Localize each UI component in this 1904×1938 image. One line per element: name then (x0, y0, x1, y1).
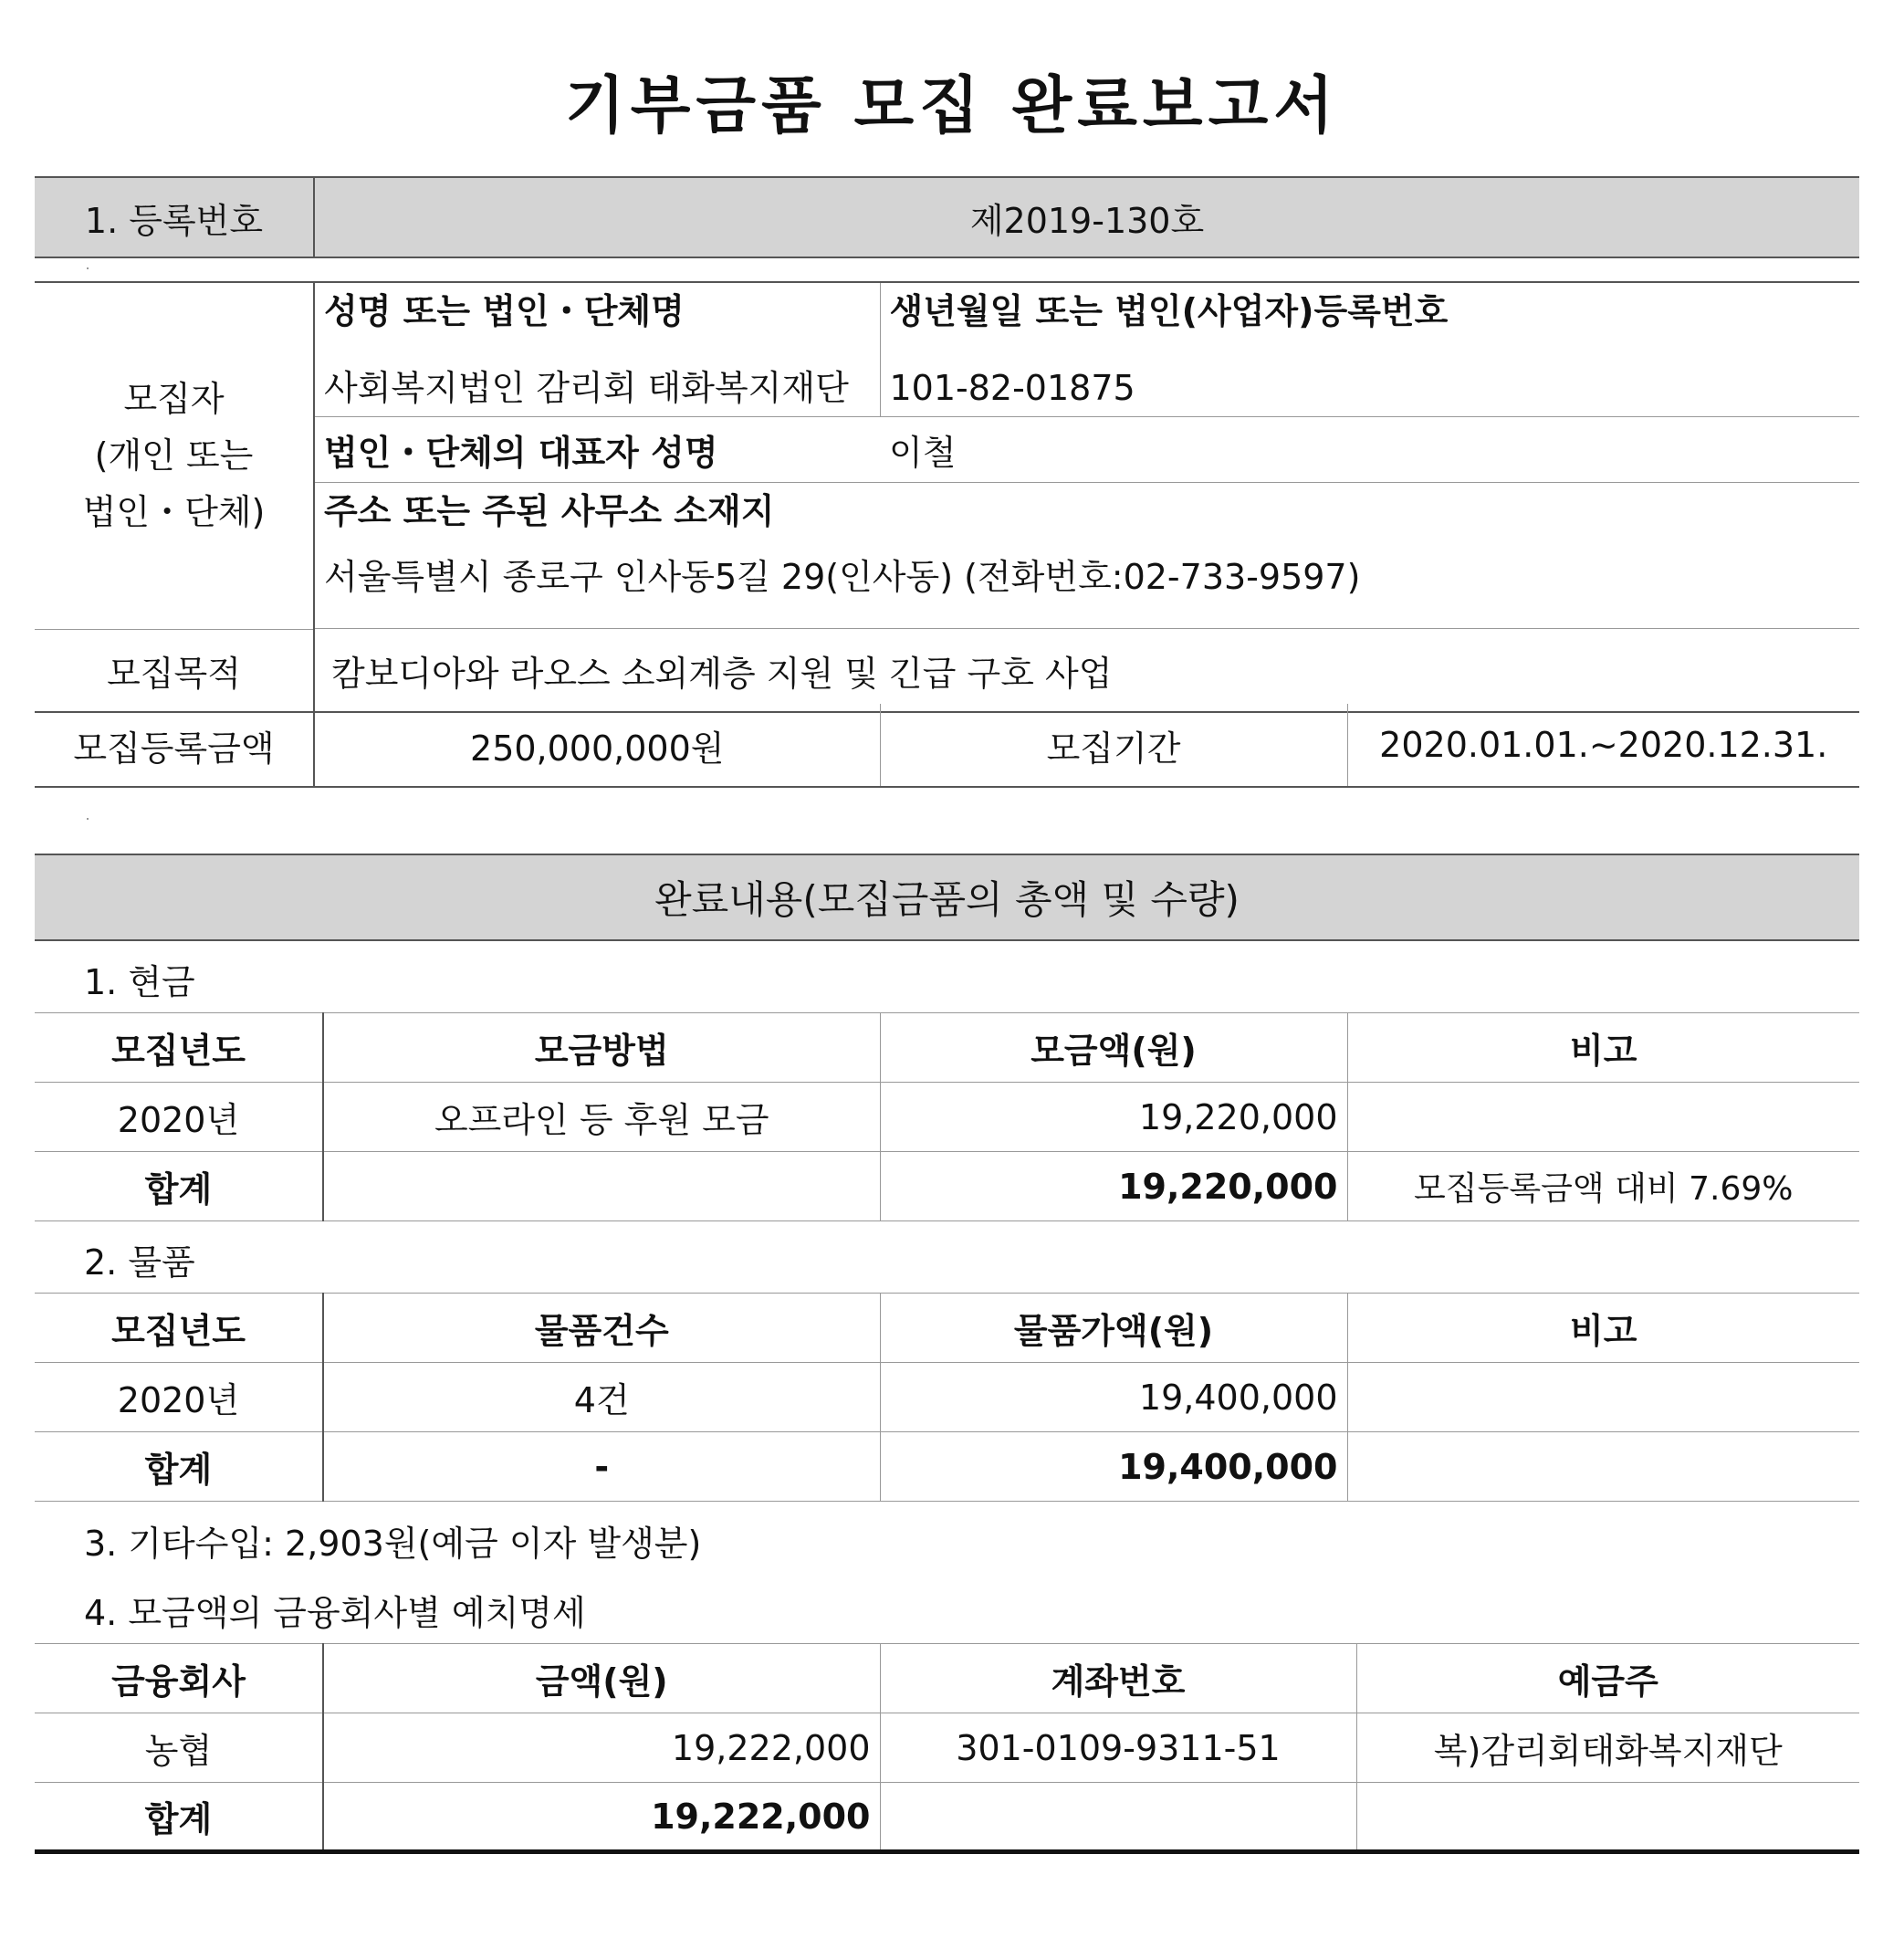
collector-label-line2: (개인 또는 (94, 435, 254, 477)
deposit-holder: 복)감리회태화복지재단 (1356, 1713, 1859, 1783)
cash-amount: 19,220,000 (880, 1083, 1347, 1152)
amount-value: 250,000,000원 (314, 704, 880, 787)
table-row (35, 1432, 1859, 1502)
registration-value: 제2019-130호 (969, 200, 1205, 241)
table-row (35, 1152, 1859, 1221)
rep-label: 법인・단체의 대표자 성명 (314, 417, 880, 483)
registration-table (35, 176, 1859, 258)
cash-year: 2020년 (35, 1083, 323, 1152)
goods-header-note: 비고 (1347, 1294, 1859, 1363)
deposits-total-account (880, 1783, 1356, 1852)
goods-header-count: 물품건수 (323, 1294, 880, 1363)
collector-label (35, 282, 314, 629)
cash-table (35, 1012, 1859, 1221)
amount-label: 모집등록금액 (35, 704, 314, 787)
deposits-total-amount: 19,222,000 (323, 1783, 880, 1852)
address-value: 서울특별시 종로구 인사동5길 29(인사동) (전화번호:02-733-9597) (324, 557, 1361, 597)
goods-section-label: 2. 물품 (84, 1242, 195, 1283)
cash-header-year: 모집년도 (35, 1013, 323, 1083)
deposit-account: 301-0109-9311-51 (880, 1713, 1356, 1783)
goods-total-label: 합계 (35, 1432, 323, 1502)
registration-label: 1. 등록번호 (35, 177, 314, 257)
goods-header-amount: 물품가액(원) (880, 1294, 1347, 1363)
goods-total-note (1347, 1432, 1859, 1502)
deposit-bank: 농협 (35, 1713, 323, 1783)
goods-total-count: - (323, 1432, 880, 1502)
deposit-amount: 19,222,000 (323, 1713, 880, 1783)
cash-header-note: 비고 (1347, 1013, 1859, 1083)
deposits-header-amount: 금액(원) (323, 1644, 880, 1713)
goods-count: 4건 (323, 1363, 880, 1432)
deposits-header-account: 계좌번호 (880, 1644, 1356, 1713)
goods-year: 2020년 (35, 1363, 323, 1432)
table-row (35, 1363, 1859, 1432)
deposits-header-holder: 예금주 (1356, 1644, 1859, 1713)
cash-header-amount: 모금액(원) (880, 1013, 1347, 1083)
deposits-total-holder (1356, 1783, 1859, 1852)
cash-section-label: 1. 현금 (84, 962, 195, 1002)
completion-header: 완료내용(모집금품의 총액 및 수량) (654, 877, 1240, 922)
cash-total-amount: 19,220,000 (880, 1152, 1347, 1221)
deposits-section-label: 4. 모금액의 금융회사별 예치명세 (84, 1593, 586, 1633)
cash-note (1347, 1083, 1859, 1152)
amount-table (35, 704, 1859, 788)
purpose-label: 모집목적 (35, 629, 314, 712)
collector-label-line1: 모집자 (123, 379, 225, 420)
goods-total-amount: 19,400,000 (880, 1432, 1347, 1502)
goods-note (1347, 1363, 1859, 1432)
goods-header-year: 모집년도 (35, 1294, 323, 1363)
name-label: 성명 또는 법인・단체명 (324, 291, 685, 331)
regno-label: 생년월일 또는 법인(사업자)등록번호 (889, 291, 1449, 331)
collector-label-line3: 법인・단체) (82, 492, 266, 533)
cash-total-method (323, 1152, 880, 1221)
document-title: 기부금품 모집 완료보고서 (565, 70, 1339, 142)
table-row (35, 1783, 1859, 1852)
cash-method: 오프라인 등 후원 모금 (323, 1083, 880, 1152)
regno-value: 101-82-01875 (889, 368, 1135, 408)
period-label: 모집기간 (880, 704, 1347, 787)
goods-table (35, 1293, 1859, 1502)
table-row (35, 1713, 1859, 1783)
deposits-total-label: 합계 (35, 1783, 323, 1852)
completion-header-table (35, 854, 1859, 941)
rep-value: 이철 (880, 417, 1859, 483)
address-label: 주소 또는 주된 사무소 소재지 (324, 491, 775, 531)
table-row (35, 1083, 1859, 1152)
name-value: 사회복지법인 감리회 태화복지재단 (324, 368, 849, 408)
purpose-value: 캄보디아와 라오스 소외계층 지원 및 긴급 구호 사업 (314, 629, 1859, 712)
cash-header-method: 모금방법 (323, 1013, 880, 1083)
deposits-header-bank: 금융회사 (35, 1644, 323, 1713)
collector-table (35, 281, 1859, 713)
other-income: 3. 기타수입: 2,903원(예금 이자 발생분) (84, 1524, 702, 1564)
cash-total-label: 합계 (35, 1152, 323, 1221)
goods-amount: 19,400,000 (880, 1363, 1347, 1432)
period-value: 2020.01.01.~2020.12.31. (1379, 725, 1828, 765)
cash-total-note: 모집등록금액 대비 7.69% (1414, 1170, 1794, 1208)
deposits-table (35, 1643, 1859, 1854)
